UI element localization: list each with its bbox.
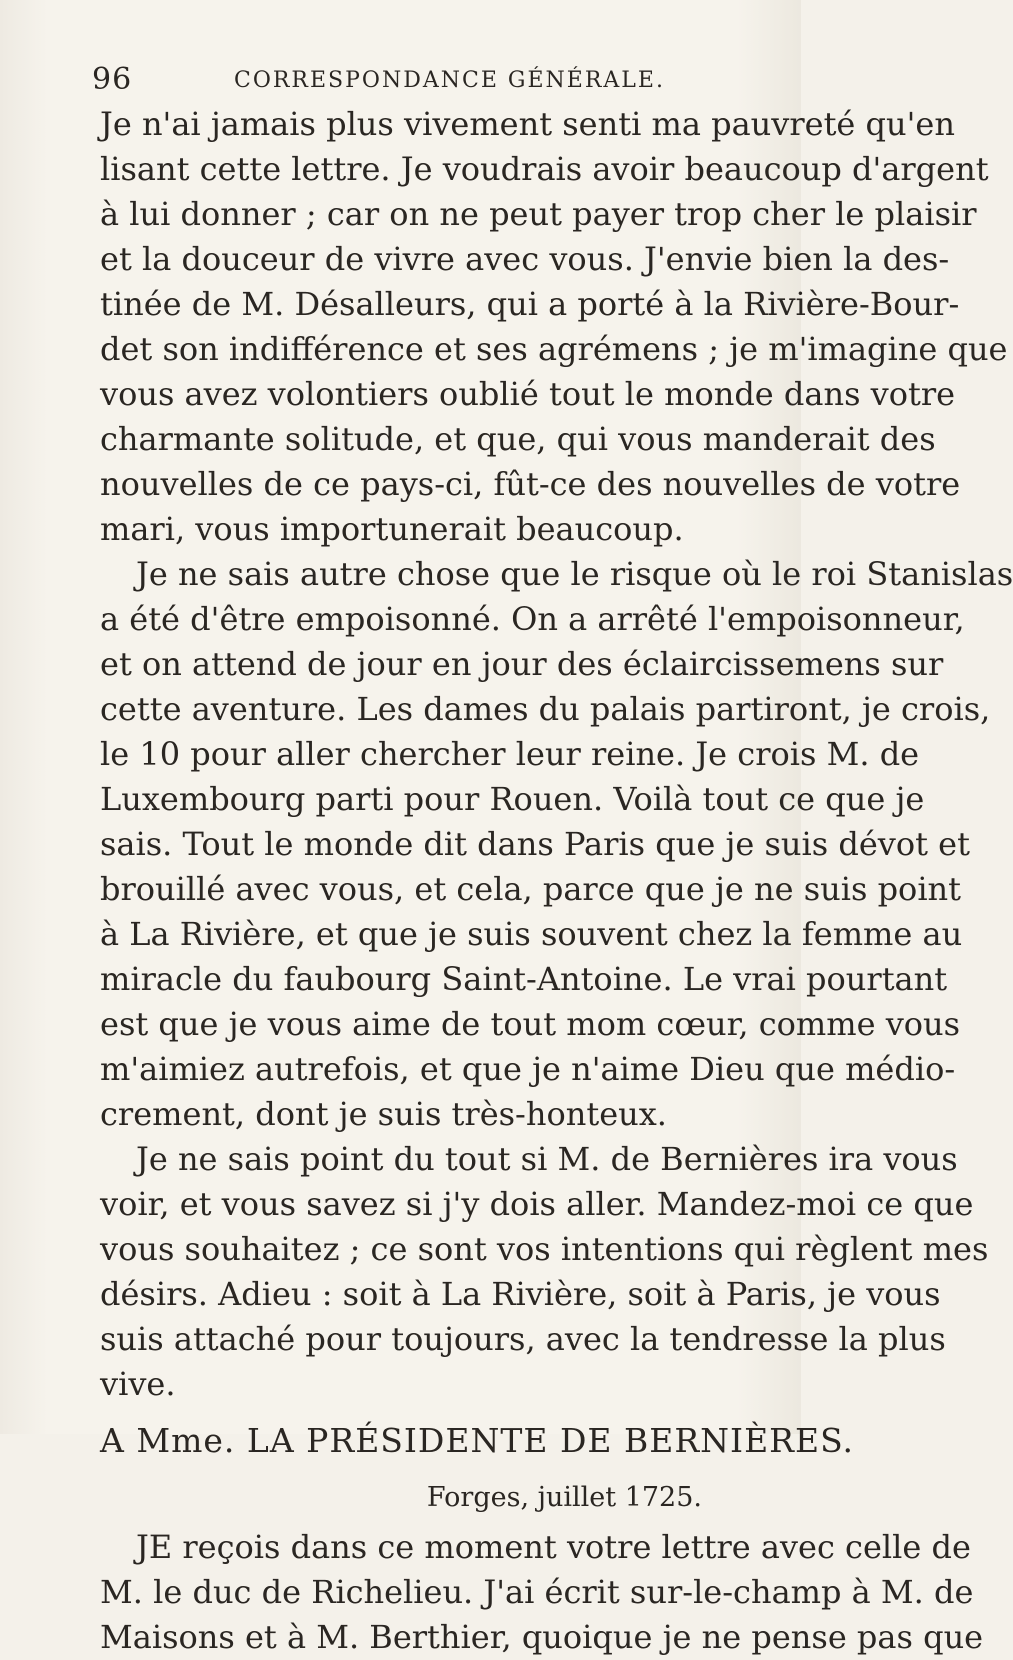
- text-line: lisant cette lettre. Je voudrais avoir beaucoup d'argent: [100, 150, 989, 188]
- paragraph-4: [100, 1525, 984, 1660]
- running-head: CORRESPONDANCE GÉNÉRALE.: [234, 68, 665, 93]
- text-line: a été d'être empoisonné. On a arrêté l'empoisonneur,: [100, 600, 965, 638]
- text-line: Maisons et à M. Berthier, quoique je ne pense pas que: [100, 1618, 984, 1656]
- text-line: brouillé avec vous, et cela, parce que je ne suis point: [100, 870, 962, 908]
- text-line: nouvelles de ce pays-ci, fût-ce des nouvelles de votre: [100, 465, 961, 503]
- text-line: vous souhaitez ; ce sont vos intentions qui règlent mes: [100, 1230, 989, 1268]
- paragraph-2: [100, 552, 1013, 1137]
- text-line: à lui donner ; car on ne peut payer trop cher le plaisir: [100, 195, 977, 233]
- letter-heading: A Mme. LA PRÉSIDENTE DE BERNIÈRES.: [100, 1421, 855, 1460]
- text-line: miracle du faubourg Saint-Antoine. Le vrai pourtant: [100, 960, 948, 998]
- text-line: M. le duc de Richelieu. J'ai écrit sur-le-champ à M. de: [100, 1573, 974, 1611]
- text-line: suis attaché pour toujours, avec la tendresse la plus: [100, 1320, 946, 1358]
- text-line: désirs. Adieu : soit à La Rivière, soit à Paris, je vous: [100, 1275, 941, 1313]
- text-line: Je n'ai jamais plus vivement senti ma pauvreté qu'en: [100, 105, 955, 143]
- text-line: Je ne sais point du tout si M. de Bernières ira vous: [136, 1140, 958, 1178]
- page-header: [92, 62, 742, 102]
- text-line: vive.: [100, 1365, 176, 1403]
- text-line: le 10 pour aller chercher leur reine. Je crois M. de: [100, 735, 920, 773]
- text-line: Luxembourg parti pour Rouen. Voilà tout ce que je: [100, 780, 925, 818]
- text-line: vous avez volontiers oublié tout le monde dans votre: [100, 375, 956, 413]
- page-number: 96: [92, 62, 133, 97]
- text-line: m'aimiez autrefois, et que je n'aime Dieu que médio-: [100, 1050, 956, 1088]
- text-line: crement, dont je suis très-honteux.: [100, 1095, 667, 1133]
- text-line: Je ne sais autre chose que le risque où le roi Stanislas: [136, 555, 1013, 593]
- text-line: sais. Tout le monde dit dans Paris que je suis dévot et: [100, 825, 970, 863]
- text-line: mari, vous importunerait beaucoup.: [100, 510, 684, 548]
- dateline: Forges, juillet 1725.: [426, 1482, 702, 1513]
- text-line: JE reçois dans ce moment votre lettre avec celle de: [136, 1528, 971, 1566]
- text-line: voir, et vous savez si j'y dois aller. Mandez-moi ce que: [100, 1185, 974, 1223]
- text-line: à La Rivière, et que je suis souvent chez la femme au: [100, 915, 963, 953]
- text-line: charmante solitude, et que, qui vous manderait des: [100, 420, 936, 458]
- text-line: est que je vous aime de tout mom cœur, comme vous: [100, 1005, 961, 1043]
- body-text: [100, 102, 1013, 1660]
- text-line: cette aventure. Les dames du palais partiront, je crois,: [100, 690, 991, 728]
- text-line: et la douceur de vivre avec vous. J'envie bien la des-: [100, 240, 950, 278]
- paragraph-3: [100, 1137, 989, 1407]
- text-line: et on attend de jour en jour des éclaircissemens sur: [100, 645, 944, 683]
- paragraph-1: [100, 102, 1008, 552]
- text-line: det son indifférence et ses agrémens ; je m'imagine que: [100, 330, 1008, 368]
- text-line: tinée de M. Désalleurs, qui a porté à la Rivière-Bour-: [100, 285, 960, 323]
